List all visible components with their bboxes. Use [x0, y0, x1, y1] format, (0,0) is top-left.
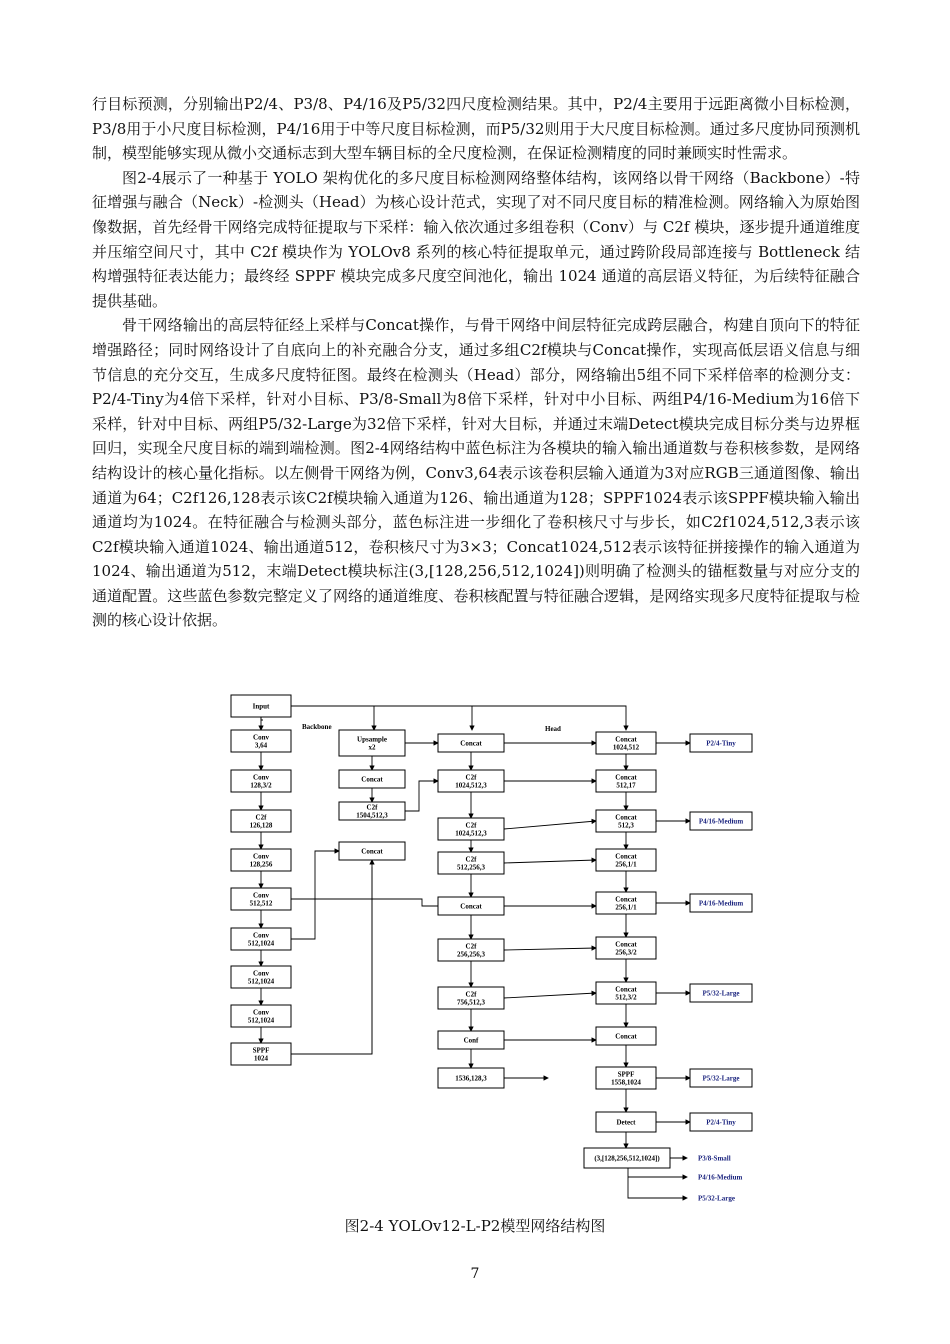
backbone-block-8-label-0: Conv — [253, 1008, 269, 1017]
backbone-block-8 — [231, 1005, 291, 1027]
neck-b-block-6-label-0: C2f — [465, 990, 477, 999]
head-block-5-label-0: Concat — [615, 940, 637, 949]
backbone-block-3 — [231, 810, 291, 832]
backbone-block-1 — [231, 730, 291, 752]
backbone-block-4 — [231, 849, 291, 871]
paragraph-3: 骨干网络输出的高层特征经上采样与Concat操作，与骨干网络中间层特征完成跨层融合，构建自顶向下的特征增强路径；同时网络设计了自底向上的补充融合分支，通过多组C2f模块与Concat操作，实现高低层语义信息与细节信息的充分交互，生成多尺度特征图。最终在检测头（Head）部分，网络输出5组不同下采样倍率的检测分支：P2/4-Tiny为4倍下采样，针对小目标、P3/8-Small为8倍下采样，针对中小目标、两组P4/16-Medium为16倍下采样，针对中目标、两组P5/32-Large为32倍下采样，针对大目标，并通过末端Detect模块完成目标分类与边界框回归，实现全尺度目标的端到端检测。图2-4网络结构中蓝色标注为各模块的输入输出通道数与卷积核参数，是网络结构设计的核心量化指标。以左侧骨干网络为例，Conv3,64表示该卷积层输入通道为3对应RGB三通道图像、输出通道为64；C2f126,128表示该C2f模块输入通道为126、输出通道为128；SPPF1024表示该SPPF模块输入输出通道均为1024。在特征融合与检测头部分，蓝色标注进一步细化了卷积核尺寸与步长，如C2f1024,512,3表示该C2f模块输入通道1024、输出通道512，卷积核尺寸为3×3；Concat1024,512表示该特征拼接操作的输入通道为1024、输出通道为512，末端Detect模块标注(3,[128,256,512,1024])则明确了检测头的锚框数量与对应分支的通道配置。这些蓝色参数完整定义了网络的通道维度、卷积核配置与特征融合逻辑，是网络实现多尺度特征提取与检测的核心设计依据。 — [92, 316, 860, 630]
neck-b-block-1-label-0: C2f — [465, 773, 477, 782]
head-block-6-label-1: 512,3/2 — [615, 993, 637, 1002]
neck-b-block-5-label-1: 256,256,3 — [457, 950, 485, 959]
figure-caption: 图2-4 YOLOv12-L-P2模型网络结构图 — [344, 1217, 606, 1235]
neck-a-block-2-label-1: 1504,512,3 — [356, 811, 388, 820]
backbone-block-5-label-1: 512,512 — [249, 899, 273, 908]
output-box-3-label-0: P5/32-Large — [702, 989, 740, 998]
backbone-block-4-label-0: Conv — [253, 852, 269, 861]
neck-b-block-8-label-0: 1536,128,3 — [455, 1074, 487, 1083]
head-block-1-label-1: 512,17 — [616, 781, 636, 790]
neck-b-block-1 — [438, 770, 504, 792]
backbone-block-1-label-0: Conv — [253, 733, 269, 742]
backbone-block-6 — [231, 928, 291, 950]
backbone-block-6-label-1: 512,1024 — [247, 939, 275, 948]
neck-a-block-2 — [339, 802, 405, 820]
neck-b-block-2 — [438, 818, 504, 840]
head-block-9-label-0: Detect — [616, 1118, 636, 1127]
head-block-10 — [584, 1148, 670, 1168]
neck-b-block-0 — [438, 734, 504, 752]
output-box-0-label-0: P2/4-Tiny — [706, 739, 736, 748]
paragraph-2: 图2-4展示了一种基于 YOLO 架构优化的多尺度目标检测网络整体结构，该网络以骨干网络（Backbone）-特征增强与融合（Neck）-检测头（Head）为核心设计范式，实现了对不同尺度目标的精准检测。网络输入为原始图像数据，首先经骨干网络完成特征提取与下采样：输入依次通过多组卷积（Conv）与 C2f 模块，逐步提升通道维度并压缩空间尺寸，其中 C2f 模块作为 YOLOv8 系列的核心特征提取单元，通过跨阶段局部连接与 Bottleneck 结构增强特征表达能力；最终经 SPPF 模块完成多尺度空间池化，输出 1024 通道的高层语义特征，为后续特征融合提供基础。 — [92, 168, 860, 310]
neck-b-block-4 — [438, 897, 504, 915]
head-block-4-label-0: Concat — [615, 895, 637, 904]
neck-b-block-8 — [438, 1068, 504, 1088]
head-block-1 — [596, 770, 656, 792]
backbone-block-4-label-1: 128,256 — [249, 860, 273, 869]
head-block-3-label-0: Concat — [615, 852, 637, 861]
neck-b-block-5-label-0: C2f — [465, 942, 477, 951]
cross-arrow-4 — [504, 993, 596, 998]
neck-a-c2f-to-b — [405, 781, 438, 811]
head-block-8-label-1: 1558,1024 — [611, 1078, 641, 1087]
head-block-0-label-0: Concat — [615, 735, 637, 744]
output-box-4 — [690, 1069, 752, 1087]
body-text — [92, 92, 860, 633]
detect-output-label-0: P3/8-Small — [698, 1154, 731, 1163]
head-block-0-label-1: 1024,512 — [612, 743, 640, 752]
detect-output-label-1: P4/16-Medium — [698, 1173, 743, 1182]
neck-b-block-5 — [438, 939, 504, 961]
head-block-4 — [596, 892, 656, 914]
backbone-to-concat — [291, 851, 339, 939]
backbone-block-5-label-0: Conv — [253, 891, 269, 900]
neck-b-block-6-label-1: 756,512,3 — [457, 998, 485, 1007]
backbone-block-2-label-0: Conv — [253, 773, 269, 782]
backbone-block-3-label-0: C2f — [255, 813, 267, 822]
sppf-feedback — [291, 867, 372, 1054]
head-block-0 — [596, 732, 656, 754]
backbone-block-5 — [231, 888, 291, 910]
neck-b-block-6 — [438, 987, 504, 1009]
head-block-7 — [596, 1027, 656, 1045]
head-block-9 — [596, 1112, 656, 1132]
neck-a-block-3-label-0: Concat — [361, 847, 383, 856]
backbone-to-neck-b — [291, 899, 438, 906]
head-block-3 — [596, 849, 656, 871]
head-block-6 — [596, 982, 656, 1004]
neck-b-block-3 — [438, 852, 504, 874]
neck-a-block-1-label-0: Concat — [361, 775, 383, 784]
backbone-block-1-label-1: 3,64 — [254, 741, 268, 750]
head-block-5 — [596, 937, 656, 959]
neck-a-block-2-label-0: C2f — [366, 803, 378, 812]
head-block-2 — [596, 810, 656, 832]
detect-output-label-2: P5/32-Large — [698, 1194, 735, 1203]
backbone-label: Backbone — [302, 723, 332, 731]
output-box-4-label-0: P5/32-Large — [702, 1074, 740, 1083]
head-block-7-label-0: Concat — [615, 1032, 637, 1041]
head-block-10-label-0: (3,[128,256,512,1024]) — [594, 1154, 660, 1163]
neck-a-block-3 — [339, 842, 405, 860]
detect-out-2 — [628, 1168, 687, 1198]
neck-b-block-7 — [438, 1031, 504, 1049]
paragraph-1: 行目标预测，分别输出P2/4、P3/8、P4/16及P5/32四尺度检测结果。其中，P2/4主要用于远距离微小目标检测，P3/8用于小尺度目标检测，P4/16用于中等尺度目标检测，而P5/32则用于大尺度目标检测。通过多尺度协同预测机制，模型能够实现从微小交通标志到大型车辆目标的全尺度检测，在保证检测精度的同时兼顾实时性需求。 — [92, 95, 860, 163]
cross-arrow-1 — [504, 821, 596, 829]
backbone-block-9 — [231, 1043, 291, 1065]
head-block-8-label-0: SPPF — [617, 1070, 635, 1079]
head-block-2-label-0: Concat — [615, 813, 637, 822]
neck-b-block-4-label-0: Concat — [460, 902, 482, 911]
neck-b-block-3-label-1: 512,256,3 — [457, 863, 485, 872]
output-box-5-label-0: P2/4-Tiny — [706, 1118, 736, 1127]
output-box-5 — [690, 1113, 752, 1131]
network-diagram-svg — [212, 692, 772, 1212]
backbone-block-7 — [231, 966, 291, 988]
backbone-block-3-label-1: 126,128 — [249, 821, 273, 830]
neck-a-block-0-label-1: x2 — [368, 743, 376, 752]
neck-b-block-0-label-0: Concat — [460, 739, 482, 748]
output-box-0 — [690, 734, 752, 752]
top-bus — [291, 706, 626, 730]
neck-a-block-0-label-0: Upsample — [357, 735, 387, 744]
output-box-3 — [690, 984, 752, 1002]
head-block-4-label-1: 256,1/1 — [615, 903, 637, 912]
backbone-block-9-label-0: SPPF — [252, 1046, 270, 1055]
neck-b-block-7-label-0: Conf — [463, 1036, 479, 1045]
head-block-8 — [596, 1067, 656, 1089]
output-box-1 — [690, 812, 752, 830]
backbone-block-7-label-1: 512,1024 — [247, 977, 275, 986]
head-block-5-label-1: 256,3/2 — [615, 948, 637, 957]
backbone-block-2 — [231, 770, 291, 792]
neck-a-block-1 — [339, 770, 405, 788]
neck-b-block-2-label-0: C2f — [465, 821, 477, 830]
network-diagram — [212, 692, 772, 1212]
neck-b-block-1-label-1: 1024,512,3 — [455, 781, 487, 790]
head-label: Head — [545, 725, 561, 733]
output-box-2 — [690, 894, 752, 912]
neck-b-block-2-label-1: 1024,512,3 — [455, 829, 487, 838]
cross-arrow-3 — [504, 948, 596, 950]
head-block-2-label-1: 512,3 — [618, 821, 634, 830]
backbone-block-0-label-0: Input — [252, 702, 270, 711]
backbone-block-2-label-1: 128,3/2 — [250, 781, 272, 790]
backbone-block-6-label-0: Conv — [253, 931, 269, 940]
backbone-block-8-label-1: 512,1024 — [247, 1016, 275, 1025]
output-box-2-label-0: P4/16-Medium — [698, 899, 744, 908]
head-block-6-label-0: Concat — [615, 985, 637, 994]
head-block-1-label-0: Concat — [615, 773, 637, 782]
output-box-1-label-0: P4/16-Medium — [698, 817, 744, 826]
cross-arrow-2 — [504, 860, 596, 863]
head-block-3-label-1: 256,1/1 — [615, 860, 637, 869]
backbone-block-9-label-1: 1024 — [254, 1054, 268, 1063]
backbone-block-7-label-0: Conv — [253, 969, 269, 978]
neck-a-block-0 — [339, 730, 405, 756]
page-number: 7 — [470, 1266, 480, 1282]
neck-b-block-3-label-0: C2f — [465, 855, 477, 864]
backbone-block-0 — [231, 695, 291, 717]
